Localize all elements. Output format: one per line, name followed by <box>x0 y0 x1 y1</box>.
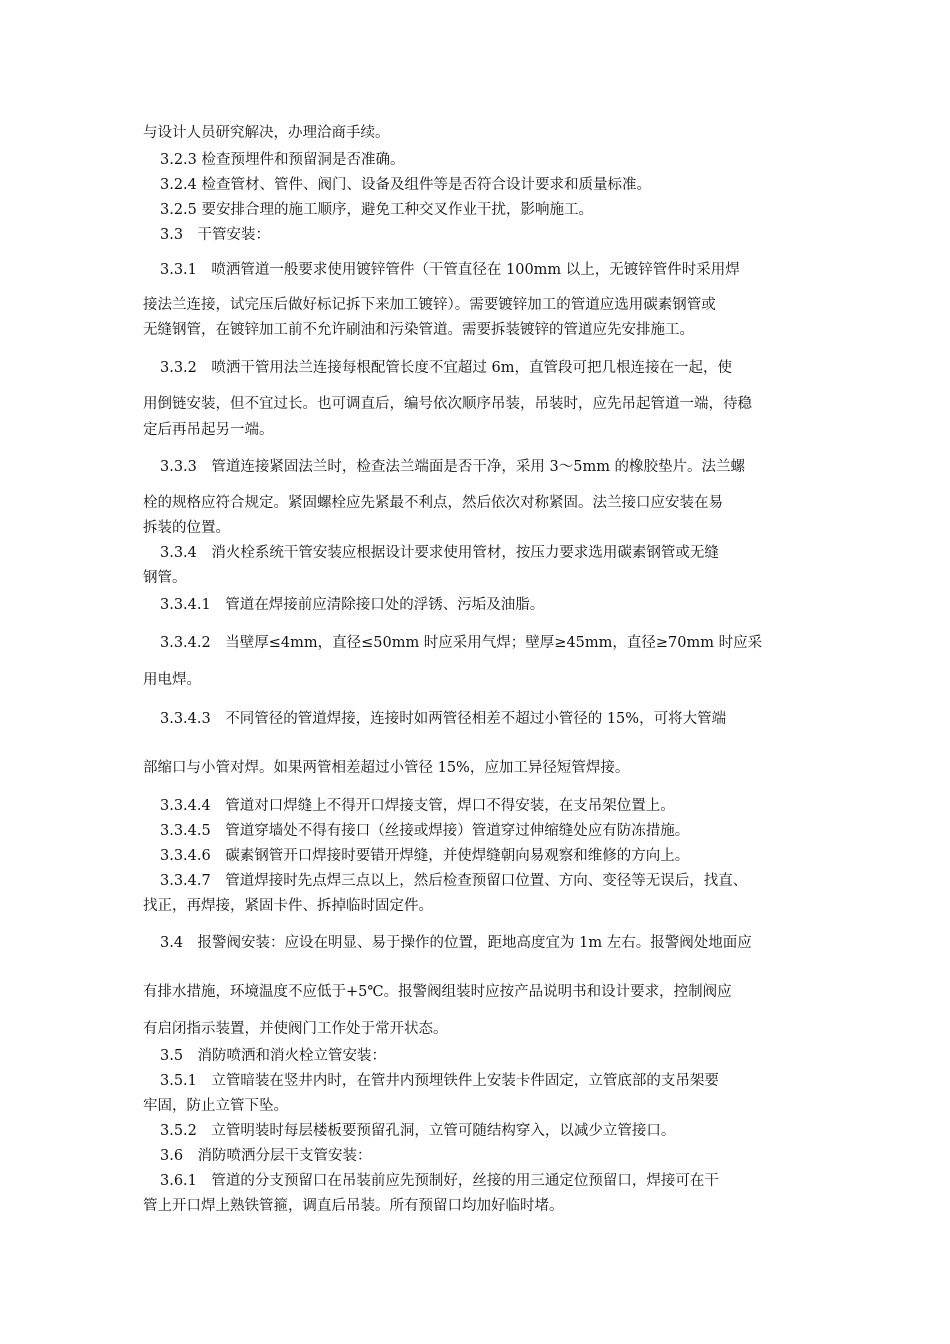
section-3-3-3: 3.3.3 管道连接紧固法兰时，检查法兰端面是否干净，采用 3～5mm 的橡胶垫片。法兰螺 <box>160 459 746 475</box>
text-line: 有启闭指示装置，并使阀门工作处于常开状态。 <box>143 1021 448 1037</box>
text-line: 接法兰连接，试完压后做好标记拆下来加工镀锌）。需要镀锌加工的管道应选用碳素钢管或 <box>143 297 716 313</box>
section-3-3-4-1: 3.3.4.1 管道在焊接前应清除接口处的浮锈、污垢及油脂。 <box>160 597 545 613</box>
section-3-3-heading: 3.3 干管安装： <box>160 227 271 243</box>
text-line: 拆装的位置。 <box>143 520 230 536</box>
section-3-5-heading: 3.5 消防喷洒和消火栓立管安装： <box>160 1048 387 1064</box>
text-line: 钢管。 <box>143 570 187 586</box>
section-3-3-4: 3.3.4 消火栓系统干管安装应根据设计要求使用管材，按压力要求选用碳素钢管或无缝 <box>160 545 719 561</box>
text-line: 无缝钢管，在镀锌加工前不允许刷油和污染管道。需要拆装镀锌的管道应先安排施工。 <box>143 322 694 338</box>
text-line: 部缩口与小管对焊。如果两管相差超过小管径 15%，应加工异径短管焊接。 <box>143 760 630 776</box>
section-3-3-4-3: 3.3.4.3 不同管径的管道焊接，连接时如两管径相差不超过小管径的 15%，可将大管端 <box>160 711 727 727</box>
section-3-3-4-5: 3.3.4.5 管道穿墙处不得有接口（丝接或焊接）管道穿过伸缩缝处应有防冻措施。 <box>160 823 690 839</box>
section-3-2-4: 3.2.4 检查管材、管件、阀门、设备及组件等是否符合设计要求和质量标准。 <box>160 177 652 193</box>
text-line: 定后再吊起另一端。 <box>143 422 274 438</box>
section-3-3-4-7: 3.3.4.7 管道焊接时先点焊三点以上，然后检查预留口位置、方向、变径等无误后，找直、 <box>160 873 748 889</box>
section-3-5-1: 3.5.1 立管暗装在竖井内时，在管井内预埋铁件上安装卡件固定，立管底部的支吊架要 <box>160 1073 719 1089</box>
text-line: 管上开口焊上熟铁管箍，调直后吊装。所有预留口均加好临时堵。 <box>143 1198 564 1214</box>
text-line: 有排水措施，环境温度不应低于+5℃。报警阀组装时应按产品说明书和设计要求，控制阀应 <box>143 984 732 1000</box>
section-3-3-1: 3.3.1 喷洒管道一般要求使用镀锌管件（干管直径在 100mm 以上，无镀锌管件时采用焊 <box>160 262 740 278</box>
text-line: 用倒链安装，但不宜过长。也可调直后，编号依次顺序吊装，吊装时，应先吊起管道一端，待稳 <box>143 396 752 412</box>
section-3-2-3: 3.2.3 检查预埋件和预留洞是否准确。 <box>160 152 405 168</box>
section-3-3-4-4: 3.3.4.4 管道对口焊缝上不得开口焊接支管，焊口不得安装，在支吊架位置上。 <box>160 798 675 814</box>
text-line: 牢固，防止立管下坠。 <box>143 1098 288 1114</box>
text-line: 找正，再焊接，紧固卡件、拆掉临时固定件。 <box>143 898 433 914</box>
section-3-4: 3.4 报警阀安装：应设在明显、易于操作的位置，距地高度宜为 1m 左右。报警阀处地面应 <box>160 935 752 951</box>
section-3-5-2: 3.5.2 立管明装时每层楼板要预留孔洞，立管可随结构穿入，以减少立管接口。 <box>160 1123 676 1139</box>
section-3-6-1: 3.6.1 管道的分支预留口在吊装前应先预制好，丝接的用三通定位预留口，焊接可在干 <box>160 1173 719 1189</box>
text-line: 与设计人员研究解决，办理洽商手续。 <box>143 125 390 141</box>
text-line: 用电焊。 <box>143 672 201 688</box>
section-3-6-heading: 3.6 消防喷洒分层干支管安装： <box>160 1148 372 1164</box>
section-3-3-2: 3.3.2 喷洒干管用法兰连接每根配管长度不宜超过 6m，直管段可把几根连接在一起，使 <box>160 360 732 376</box>
text-line: 栓的规格应符合规定。紧固螺栓应先紧最不利点，然后依次对称紧固。法兰接口应安装在易 <box>143 495 723 511</box>
section-3-2-5: 3.2.5 要安排合理的施工顺序，避免工种交叉作业干扰，影响施工。 <box>160 202 594 218</box>
section-3-3-4-2: 3.3.4.2 当壁厚≤4mm，直径≤50mm 时应采用气焊；壁厚≥45mm，直径≥70mm 时应采 <box>160 635 763 651</box>
section-3-3-4-6: 3.3.4.6 碳素钢管开口焊接时要错开焊缝，并使焊缝朝向易观察和维修的方向上。 <box>160 848 690 864</box>
